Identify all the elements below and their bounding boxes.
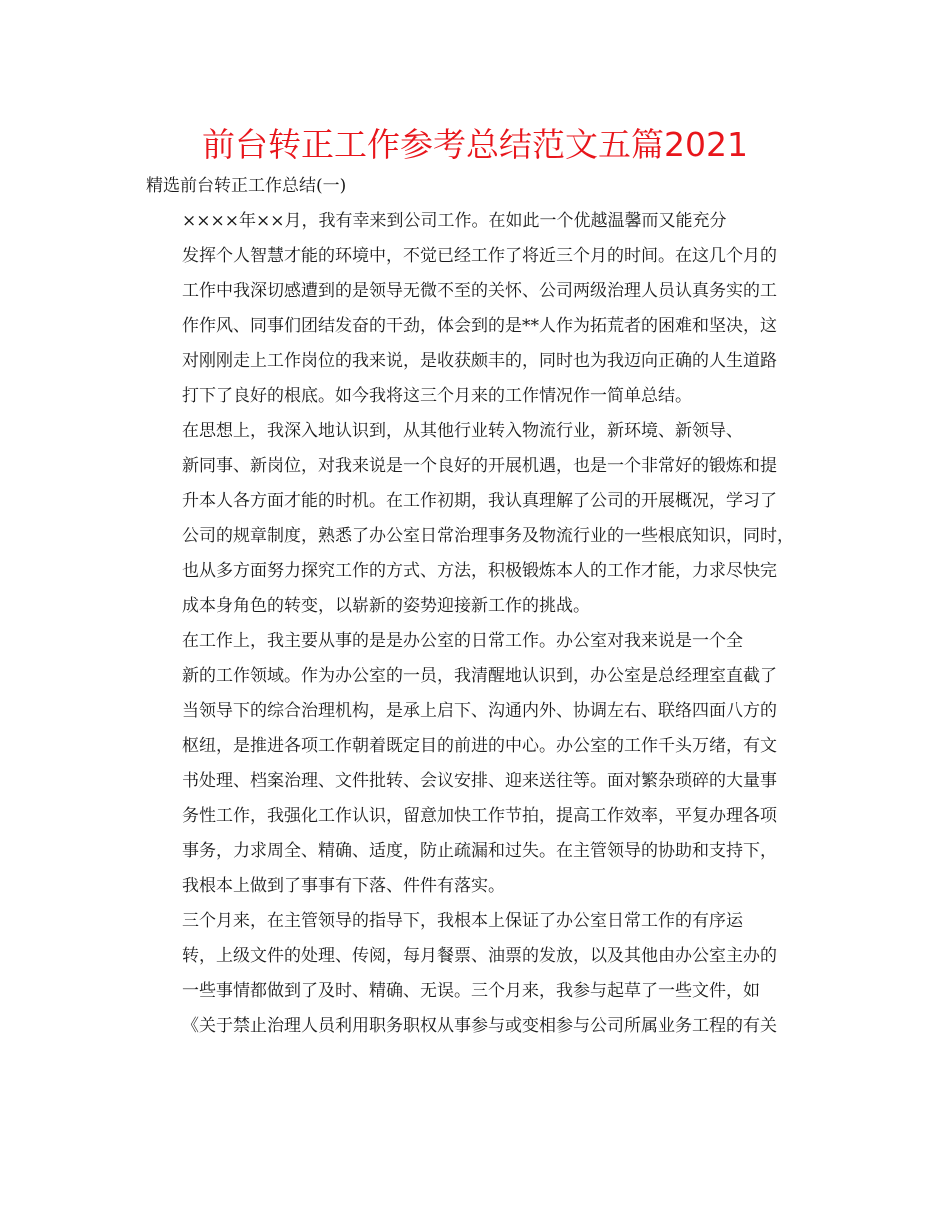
paragraph-line: 对刚刚走上工作岗位的我来说，是收获颇丰的，同时也为我迈向正确的人生道路 — [182, 351, 777, 371]
paragraph-1 — [146, 204, 808, 414]
paragraph-line: ××××年××月，我有幸来到公司工作。在如此一个优越温馨而又能充分 — [182, 211, 727, 231]
paragraph-line: 务性工作，我强化工作认识，留意加快工作节拍，提高工作效率，平复办理各项 — [182, 806, 777, 826]
paragraph-line: 转，上级文件的处理、传阅，每月餐票、油票的发放，以及其他由办公室主办的 — [182, 946, 777, 966]
paragraph-line: 我根本上做到了事事有下落、件件有落实。 — [182, 876, 505, 896]
paragraph-line: 工作中我深切感遭到的是领导无微不至的关怀、公司两级治理人员认真务实的工 — [182, 281, 777, 301]
paragraph-line: 作作风、同事们团结发奋的干劲，体会到的是**人作为拓荒者的困难和坚决，这 — [182, 316, 777, 336]
paragraph-line: 枢纽，是推进各项工作朝着既定目的前进的中心。办公室的工作千头万绪，有文 — [182, 736, 777, 756]
paragraph-line: 在工作上，我主要从事的是是办公室的日常工作。办公室对我来说是一个全 — [182, 631, 743, 651]
paragraph-line: 当领导下的综合治理机构，是承上启下、沟通内外、协调左右、联络四面八方的 — [182, 701, 777, 721]
document-body — [146, 169, 808, 1044]
section-subheading: 精选前台转正工作总结(一) — [146, 176, 347, 196]
paragraph-line: 打下了良好的根底。如今我将这三个月来的工作情况作一简单总结。 — [182, 386, 692, 406]
paragraph-line: 新同事、新岗位，对我来说是一个良好的开展机遇，也是一个非常好的锻炼和提 — [182, 456, 777, 476]
paragraph-line: 书处理、档案治理、文件批转、会议安排、迎来送往等。面对繁杂琐碎的大量事 — [182, 771, 777, 791]
paragraph-line: 一些事情都做到了及时、精确、无误。三个月来，我参与起草了一些文件，如 — [182, 981, 760, 1001]
paragraph-line: 在思想上，我深入地认识到，从其他行业转入物流行业，新环境、新领导、 — [182, 421, 743, 441]
paragraph-4 — [146, 904, 808, 1044]
paragraph-line: 公司的规章制度，熟悉了办公室日常治理事务及物流行业的一些根底知识，同时， — [182, 526, 794, 546]
paragraph-line: 发挥个人智慧才能的环境中，不觉已经工作了将近三个月的时间。在这几个月的 — [182, 246, 777, 266]
document-title: 前台转正工作参考总结范文五篇2021 — [202, 125, 748, 164]
paragraph-line: 《关于禁止治理人员利用职务职权从事参与或变相参与公司所属业务工程的有关 — [182, 1016, 777, 1036]
paragraph-line: 三个月来，在主管领导的指导下，我根本上保证了办公室日常工作的有序运 — [182, 911, 743, 931]
paragraph-line: 事务，力求周全、精确、适度，防止疏漏和过失。在主管领导的协助和支持下， — [182, 841, 777, 861]
paragraph-line: 也从多方面努力探究工作的方式、方法，积极锻炼本人的工作才能，力求尽快完 — [182, 561, 777, 581]
paragraph-line: 升本人各方面才能的时机。在工作初期，我认真理解了公司的开展概况，学习了 — [182, 491, 777, 511]
paragraph-2 — [146, 414, 808, 624]
paragraph-line: 成本身角色的转变，以崭新的姿势迎接新工作的挑战。 — [182, 596, 590, 616]
paragraph-line: 新的工作领域。作为办公室的一员，我清醒地认识到，办公室是总经理室直截了 — [182, 666, 777, 686]
paragraph-3 — [146, 624, 808, 904]
